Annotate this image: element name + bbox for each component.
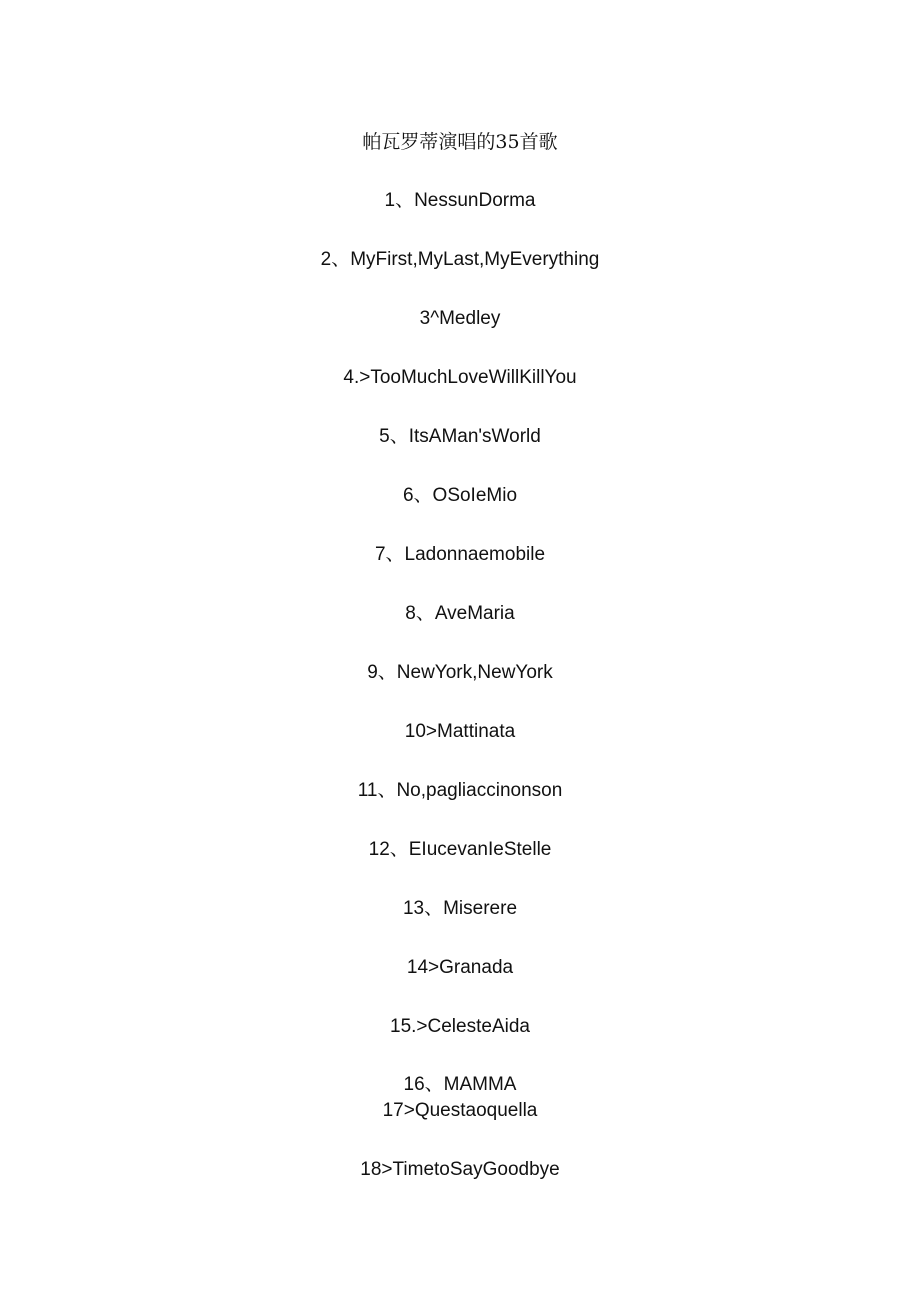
song-item-3: 3^Medley <box>419 308 501 329</box>
song-item-4: 4.>TooMuchLoveWillKillYou <box>343 367 577 388</box>
song-item-5: 5、ItsAMan'sWorld <box>379 426 541 447</box>
song-item-16: 16、MAMMA <box>403 1074 517 1095</box>
song-item-7: 7、Ladonnaemobile <box>374 544 546 565</box>
song-item-18: 18>TimetoSayGoodbye <box>360 1159 560 1180</box>
song-item-11: 11、No,pagliaccinonson <box>357 780 563 801</box>
song-item-15: 15.>CelesteAida <box>390 1016 530 1037</box>
document-title: 帕瓦罗蒂演唱的35首歌 <box>362 131 558 153</box>
song-item-12: 12、EIucevanIeStelle <box>368 839 552 860</box>
song-item-13: 13、Miserere <box>402 898 518 919</box>
song-item-2: 2、MyFirst,MyLast,MyEverything <box>320 249 600 270</box>
song-item-10: 10>Mattinata <box>404 721 516 742</box>
song-item-6: 6、OSoIeMio <box>402 485 518 506</box>
song-item-9: 9、NewYork,NewYork <box>367 662 553 683</box>
song-item-14: 14>Granada <box>406 957 514 978</box>
song-item-8: 8、AveMaria <box>405 603 515 624</box>
song-item-1: 1、NessunDorma <box>384 190 536 211</box>
song-item-17: 17>Questaoquella <box>382 1100 538 1121</box>
